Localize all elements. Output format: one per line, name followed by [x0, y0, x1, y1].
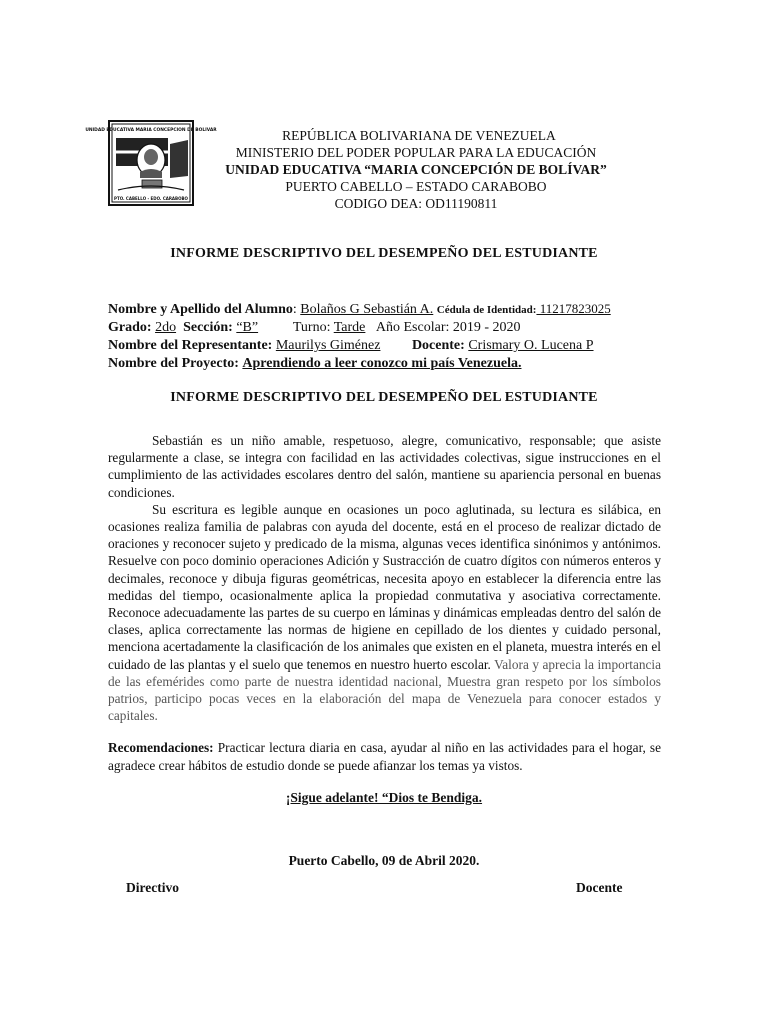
school-crest-icon	[85, 120, 217, 206]
document-title: INFORME DESCRIPTIVO DEL DESEMPEÑO DEL ESTUDIANTE	[170, 246, 598, 261]
project-value: Aprendiendo a leer conozco mi país Venezuela.	[242, 356, 522, 371]
header-school: UNIDAD EDUCATIVA “MARIA CONCEPCIÓN DE BOLÍVAR”	[225, 162, 607, 177]
shift-value: Tarde	[333, 320, 366, 335]
report-paragraph-2-tail: Valora y aprecia la importancia de las efemérides como parte de nuestra identidad nacional, Muestra gran respeto por los símbolos patrios, participo pocas veces en la elaboración del mapa de Venezuela para conocer estados y capitales.	[108, 656, 661, 724]
project-label: Nombre del Proyecto:	[108, 356, 239, 371]
place-date: Puerto Cabello, 09 de Abril 2020.	[288, 853, 480, 868]
id-value: 11217823025	[536, 301, 611, 316]
header-republic: REPÚBLICA BOLIVARIANA DE VENEZUELA	[282, 128, 556, 143]
signature-directivo: Directivo	[126, 880, 179, 895]
document-title-repeat: INFORME DESCRIPTIVO DEL DESEMPEÑO DEL ESTUDIANTE	[170, 390, 598, 405]
grade-label: Grado:	[108, 320, 152, 335]
recommendations	[108, 739, 661, 774]
teacher-value: Crismary O. Lucena P	[468, 338, 594, 353]
year-value: 2019 - 2020	[452, 320, 521, 335]
header-location: PUERTO CABELLO – ESTADO CARABOBO	[285, 179, 547, 194]
student-name-value: Bolaños G Sebastián A.	[300, 302, 434, 317]
grade-row	[108, 319, 668, 337]
student-name-label: Nombre y Apellido del Alumno	[108, 302, 293, 317]
student-name-row: Nombre y Apellido del Alumno: Bolaños G Sebastián A. Cédula de Identidad: 11217823025	[108, 301, 611, 317]
report-paragraph-1: Sebastián es un niño amable, respetuoso, alegre, comunicativo, responsable; que asiste regularmente a clase, se integra con facilidad en las actividades colectivas, sigue instrucciones en el cumplimiento de las actividades escolares dentro del salón, mantiene su apariencia personal en buenas condiciones.	[108, 433, 661, 500]
svg-text:PTO. CABELLO - EDO. CARABOBO	[114, 196, 188, 201]
year-label: Año Escolar:	[375, 320, 450, 335]
grade-value: 2do	[155, 320, 177, 335]
shift-label: Turno:	[292, 320, 331, 335]
header-ministry: MINISTERIO DEL PODER POPULAR PARA LA EDUCACIÓN	[235, 145, 597, 160]
representative-row	[108, 337, 668, 355]
section-label: Sección:	[183, 320, 233, 335]
report-paragraph-2	[108, 501, 661, 725]
logo-bottom-text: PTO. CABELLO - EDO. CARABOBO	[114, 196, 188, 201]
signature-docente: Docente	[576, 880, 623, 895]
recommendations-text: Practicar lectura diaria en casa, ayudar al niño en las actividades para el hogar, se agradece crear hábitos de estudio donde se puede afianzar los temas ya vistos.	[108, 740, 661, 773]
report-body	[108, 432, 661, 724]
student-info	[108, 300, 668, 373]
project-row	[108, 355, 668, 373]
report-paragraph-2-main: Su escritura es legible aunque en ocasiones un poco aglutinada, su lectura es silábica, en ocasiones realiza familia de palabras con ayuda del docente, está en el proceso de realizar dictado de oraciones y reconocer sujeto y predicado de la misma, algunas veces identifica sinónimos y antónimos. Resuelve con poco dominio operaciones Adición y Sustracción de cuatro dígitos con números enteros y decimales, reconoce y dibuja figuras geométricas, necesita apoyo en establecer la diferencia entre las medidas del tiempo, ocasionalmente aplica la propiedad conmutativa y asociativa correctamente. Reconoce adecuadamente las partes de su cuerpo en láminas y dinámicas empleadas dentro del salón de clases, aplica correctamente las normas de higiene en cepillado de los dientes y cuidado personal, menciona acertadamente la clasificación de los animales que existen en el planeta, muestra interés en el cuidado de las plantas y el suelo que tenemos en nuestro huerto escolar.	[108, 501, 661, 672]
section-value: “B”	[236, 320, 259, 335]
representative-label: Nombre del Representante:	[108, 338, 273, 353]
document-header	[196, 127, 636, 212]
motto: ¡Sigue adelante! “Dios te Bendiga.	[285, 790, 483, 805]
recommendations-label: Recomendaciones:	[108, 740, 214, 755]
representative-value: Maurilys Giménez	[275, 338, 381, 353]
id-label: Cédula de Identidad	[436, 304, 533, 316]
header-dea-code: CODIGO DEA: OD11190811	[334, 196, 498, 211]
teacher-label: Docente:	[411, 338, 465, 353]
logo-top-text: UNIDAD EDUCATIVA MARIA CONCEPCION DE BOLIVAR	[85, 128, 217, 133]
